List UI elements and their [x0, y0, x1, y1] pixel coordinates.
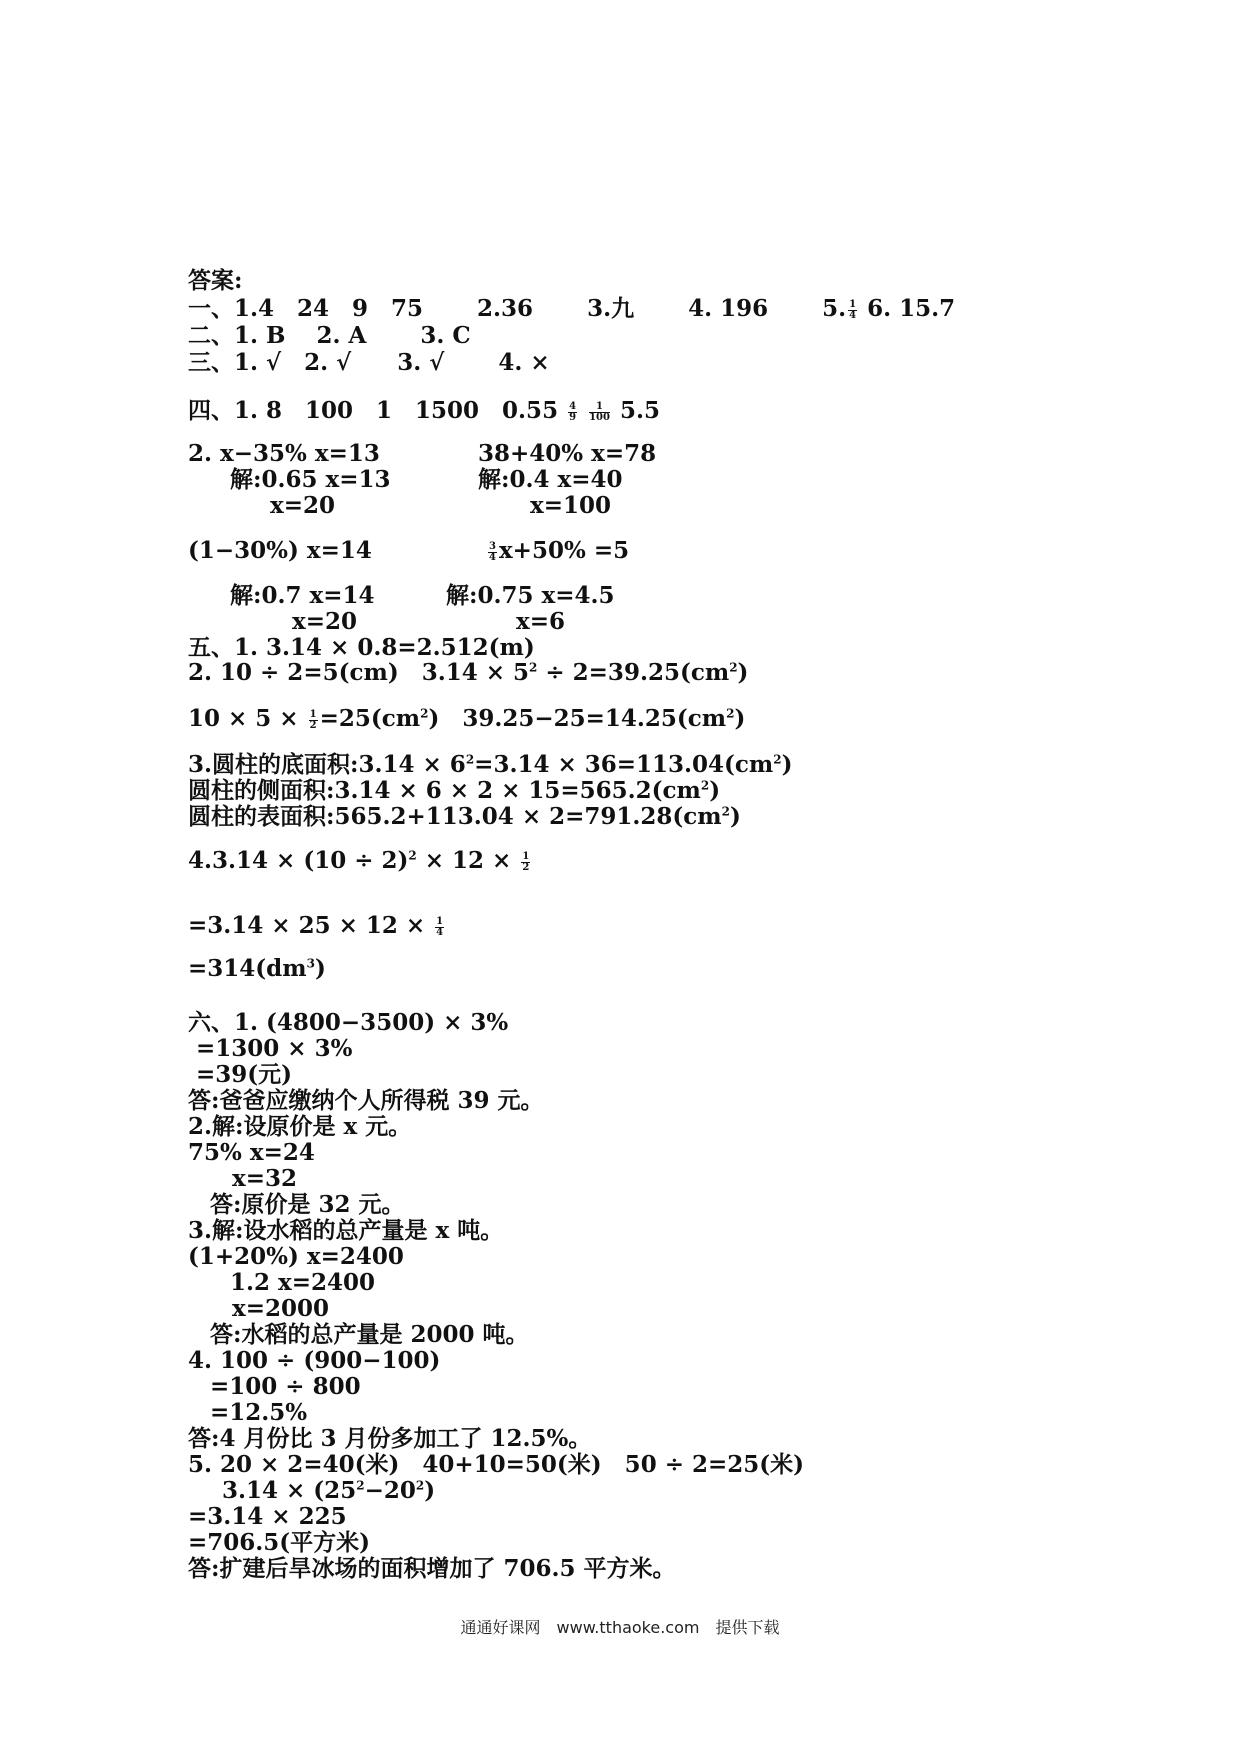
answer-line-5-4a: $4.3.14 \times (10 \div 2)^2 \times 12$ × $\frac{1}{2}$ [188, 847, 530, 874]
fraction-1-4: $\frac{1}{4}$ [849, 298, 857, 321]
answer-line-6-3b: (1+20%) x=2400 [188, 1243, 404, 1270]
answer-line-5-2: 2. 10 ÷ 2=5(cm) $3.14 \times 5^2 \div 2=39.25(cm^2)$ [188, 659, 749, 686]
answer-line-6-4d: 答:4 月份比 3 月份多加工了 12.5%。 [188, 1425, 592, 1452]
answer-line-6-1: 六、1. (4800−3500) × 3% [188, 1009, 509, 1036]
answer-line-6-1c: =39(元) [196, 1061, 293, 1088]
answer-line-5-4c: $=314(dm^3)$ [188, 955, 326, 982]
answer-line-6-5d: =706.5(平方米) [188, 1529, 371, 1556]
fraction-3-4: $\frac{3}{4}$ [489, 540, 496, 563]
answer-line-6-4b: =100 ÷ 800 [210, 1373, 361, 1400]
answer-line-4: 四、1. 8 100 1 1500 0.55 $\frac{4}{9}$ $\frac{1}{100}$ 5.5 [188, 397, 660, 424]
answer-line-6-5: 5. 20 × 2=40(米) 40+10=50(米) 50 ÷ 2=25(米) [188, 1451, 805, 1478]
equation-1-step: 解:0.65 x=13 [230, 466, 391, 493]
fraction-1-2: $\frac{1}{2}$ [309, 708, 317, 731]
answer-line-5-2b: 10 × 5 × $\frac{1}{2}$ $=25(cm^2)$ $39.25-25=14.25(cm^2)$ [188, 705, 746, 732]
answer-line-5-3a: 3.圆柱的底面积:3.14 × $6^2=3.14 \times 36=113.04(cm^2)$ [188, 751, 793, 778]
answer-line-6-4c: =12.5% [210, 1399, 308, 1426]
equation-4-step: 解:0.75 x=4.5 [446, 582, 615, 609]
equation-2-step: 解:0.4 x=40 [478, 466, 623, 493]
answer-line-6-1d: 答:爸爸应缴纳个人所得税 39 元。 [188, 1087, 544, 1114]
footer-source: 通通好课网 www.tthaoke.com 提供下载 [460, 1618, 780, 1637]
answer-line-6-2c: x=32 [232, 1165, 297, 1192]
answer-line-6-3c: 1.2 x=2400 [230, 1269, 376, 1296]
equation-3-result: x=20 [292, 608, 357, 635]
answer-line-6-4: 4. 100 ÷ (900−100) [188, 1347, 441, 1374]
answer-line-5-4b: =3.14 × 25 × 12 × $\frac{1}{4}$ [188, 912, 444, 939]
answer-line-6-1b: =1300 × 3% [196, 1035, 353, 1062]
equation-2-result: x=100 [530, 492, 611, 519]
fraction-1-100: $\frac{1}{100}$ [589, 400, 610, 423]
equation-2: 38+40% x=78 [478, 440, 657, 467]
answer-line-6-3d: x=2000 [232, 1295, 329, 1322]
answer-line-6-5e: 答:扩建后旱冰场的面积增加了 706.5 平方米。 [188, 1555, 676, 1582]
equation-4-result: x=6 [516, 608, 565, 635]
answer-line-6-5c: =3.14 × 225 [188, 1503, 347, 1530]
equation-1-result: x=20 [270, 492, 335, 519]
answer-line-6-2b: 75% x=24 [188, 1139, 315, 1166]
answer-line-6-2d: 答:原价是 32 元。 [210, 1191, 405, 1218]
fraction-1-4-b: $\frac{1}{4}$ [436, 915, 444, 938]
equation-3-step: 解:0.7 x=14 [230, 582, 375, 609]
answer-line-1: 一、1.4 24 9 75 2.36 3.九 4. 196 5. $\frac{1}{4}$ 6. 15.7 [188, 295, 956, 322]
answer-line-5-3c: 圆柱的表面积:565.2+113.04 × $2=791.28(cm^2)$ [188, 803, 741, 830]
fraction-4-9: $\frac{4}{9}$ [569, 400, 577, 423]
equation-3: (1−30%) x=14 [188, 537, 372, 564]
answer-line-6-3e: 答:水稻的总产量是 2000 吨。 [210, 1321, 529, 1348]
answer-line-2: 二、1. B 2. A 3. C [188, 322, 471, 349]
answer-line-6-3: 3.解:设水稻的总产量是 x 吨。 [188, 1217, 504, 1244]
equation-4: $\frac{3}{4}$ x+50% =5 [489, 537, 630, 564]
answer-line-3: 三、1. √ 2. √ 3. √ 4. × [188, 349, 550, 376]
answer-line-6-5b: $3.14 \times (25^2-20^2)$ [222, 1477, 436, 1504]
answer-line-6-2: 2.解:设原价是 x 元。 [188, 1113, 412, 1140]
answer-title: 答案: [188, 267, 243, 294]
equation-1: 2. x−35% x=13 [188, 440, 380, 467]
answer-line-5-3b: 圆柱的侧面积:3.14 × $6 \times 2 \times 15=565.2(cm^2)$ [188, 777, 721, 804]
answer-line-5-1: 五、1. 3.14 × 0.8=2.512(m) [188, 634, 535, 661]
fraction-1-2-b: $\frac{1}{2}$ [522, 850, 530, 873]
